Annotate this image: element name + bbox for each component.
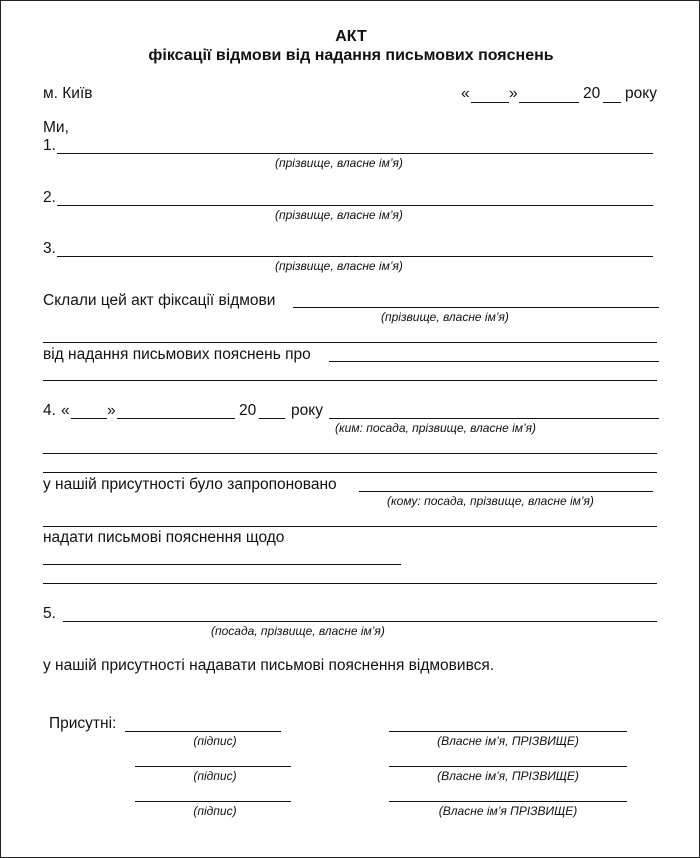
member-1-caption: (прізвище, власне ім’я)	[275, 156, 403, 170]
member-3-caption: (прізвище, власне ім’я)	[275, 259, 403, 273]
provide-blank-2	[43, 583, 657, 584]
item-4-extra-blank-1	[43, 453, 657, 454]
item-4-extra-blank-2	[43, 472, 657, 473]
present-label: Присутні:	[49, 715, 117, 732]
signature-1-caption: (підпис)	[193, 734, 237, 748]
item-4-number: 4.	[43, 402, 56, 419]
item-4-year-blank	[259, 418, 285, 419]
provide-text: надати письмові пояснення щодо	[43, 529, 285, 546]
member-2-caption: (прізвище, власне ім’я)	[275, 208, 403, 222]
member-1-blank	[57, 153, 653, 154]
city-label: м. Київ	[43, 85, 93, 102]
offered-person-blank	[359, 491, 653, 492]
date-century: 20	[583, 85, 601, 102]
member-2-blank	[57, 205, 653, 206]
name-1-blank	[389, 731, 627, 732]
we-label: Ми,	[43, 119, 69, 136]
item-4-caption: (ким: посада, прізвище, власне ім’я)	[335, 421, 537, 435]
signature-2-blank	[135, 766, 291, 767]
signature-2-caption: (підпис)	[193, 769, 237, 783]
item-4-close-quote: »	[107, 402, 116, 419]
item-4-century: 20	[239, 402, 257, 419]
date-year-word: року	[625, 85, 657, 102]
date-year-blank	[603, 102, 621, 103]
act-text: Склали цей акт фіксації відмови	[43, 292, 276, 309]
about-extra-blank	[43, 380, 657, 381]
member-3-blank	[57, 256, 653, 257]
name-3-blank	[389, 801, 627, 802]
item-5-number: 5.	[43, 605, 56, 622]
item-5-caption: (посада, прізвище, власне ім’я)	[211, 624, 385, 638]
refused-text: у нашій присутності надавати письмові пояснення відмовився.	[43, 657, 495, 674]
item-4-open-quote: «	[61, 402, 70, 419]
about-text: від надання письмових пояснень про	[43, 346, 311, 363]
document-title: АКТ	[335, 28, 367, 45]
item-4-month-blank	[117, 418, 235, 419]
date-month-blank	[519, 102, 579, 103]
date-day-blank	[471, 102, 509, 103]
item-4-day-blank	[71, 418, 107, 419]
item-4-person-blank	[329, 418, 659, 419]
date-close-quote: »	[509, 85, 518, 102]
about-blank	[329, 361, 659, 362]
document-subtitle: фіксації відмови від надання письмових пояснень	[148, 47, 554, 64]
provide-blank-1	[43, 564, 401, 565]
name-2-caption: (Власне ім’я, ПРІЗВИЩЕ)	[437, 769, 579, 783]
member-1-number: 1.	[43, 137, 56, 154]
name-3-caption: (Власне ім’я ПРІЗВИЩЕ)	[438, 804, 578, 818]
name-2-blank	[389, 766, 627, 767]
signature-3-blank	[135, 801, 291, 802]
act-extra-blank	[43, 342, 657, 343]
member-2-number: 2.	[43, 189, 56, 206]
signature-1-blank	[125, 731, 281, 732]
act-caption: (прізвище, власне ім’я)	[381, 310, 509, 324]
offered-caption: (кому: посада, прізвище, власне ім’я)	[387, 494, 594, 508]
offered-extra-blank	[43, 526, 657, 527]
act-person-blank	[293, 307, 659, 308]
signature-3-caption: (підпис)	[193, 804, 237, 818]
name-1-caption: (Власне ім’я, ПРІЗВИЩЕ)	[437, 734, 579, 748]
date-open-quote: «	[461, 85, 470, 102]
item-4-year-word: року	[291, 402, 323, 419]
item-5-blank	[63, 621, 657, 622]
offered-text: у нашій присутності було запропоновано	[43, 476, 337, 493]
member-3-number: 3.	[43, 240, 56, 257]
